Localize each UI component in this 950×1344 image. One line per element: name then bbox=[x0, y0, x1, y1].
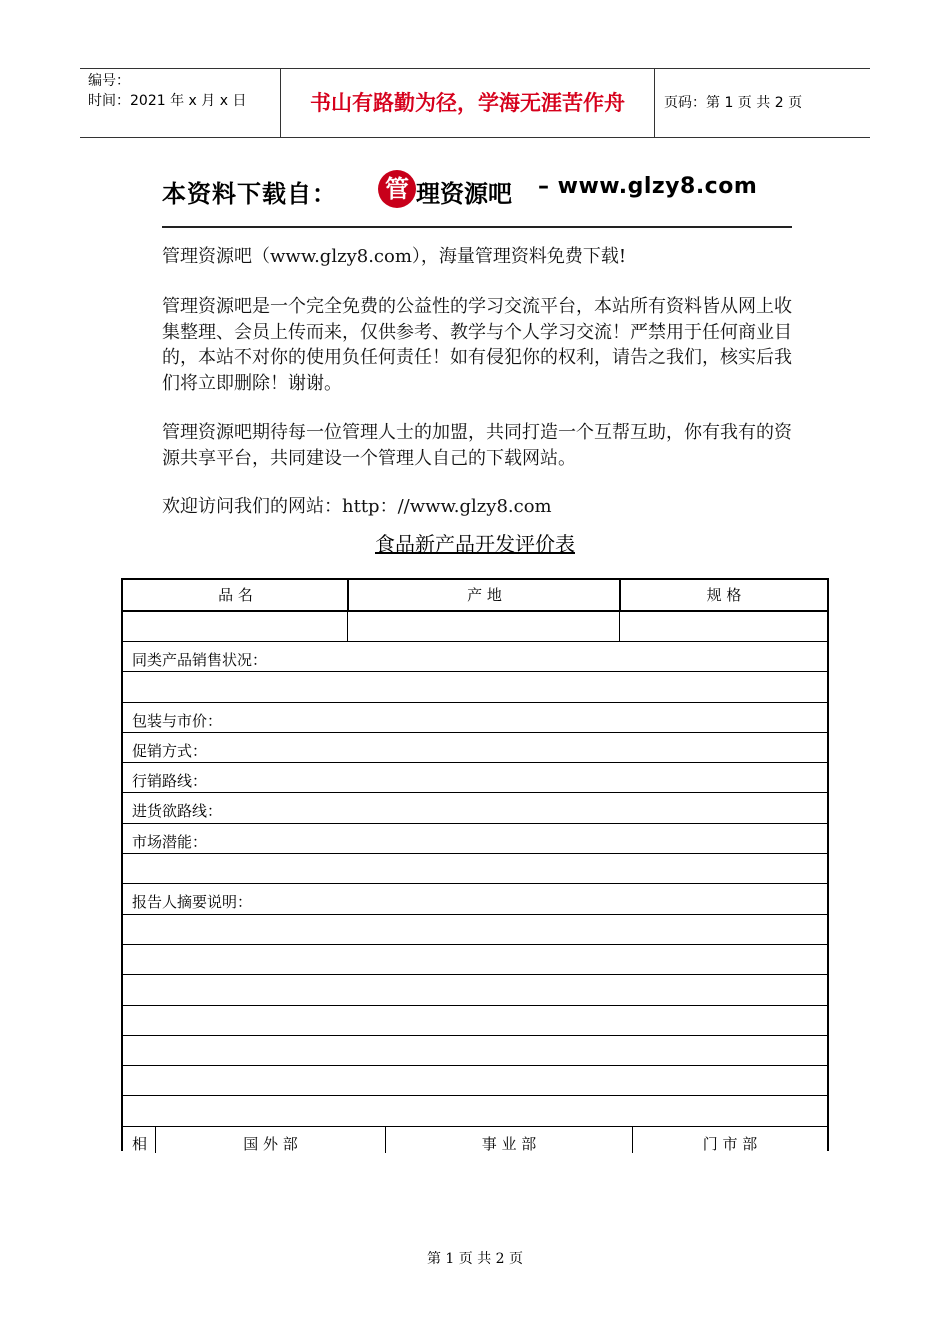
number-label: 编号： bbox=[88, 73, 130, 89]
header-divider bbox=[654, 69, 655, 137]
intro-paragraph-3: 管理资源吧期待每一位管理人士的加盟，共同打造一个互帮互助，你有我有的资源共享平台，共同建设一个管理人自己的下载网站。 bbox=[162, 422, 792, 469]
intro-paragraph-2: 管理资源吧是一个完全免费的公益性的学习交流平台，本站所有资料皆从网上收集整理、会员上传而来，仅供参考、教学与个人学习交流！严禁用于任何商业目的，本站不对你的使用负任何责任！如有侵犯你的权利，请告之我们，核实后我们将立即删除！谢谢。 bbox=[162, 296, 792, 394]
table-row[interactable] bbox=[123, 763, 827, 793]
product-name-field[interactable] bbox=[123, 612, 348, 641]
label-sales-status: 同类产品销售状况： bbox=[132, 651, 268, 669]
table-row[interactable] bbox=[123, 1066, 827, 1096]
table-row[interactable] bbox=[123, 672, 827, 703]
date-label: 时间：2021 年 x 月 x 日 bbox=[88, 93, 247, 109]
label-related: 相 bbox=[132, 1135, 148, 1153]
label-market-potential: 市场潜能： bbox=[132, 833, 208, 851]
label-sales-channel: 行销路线： bbox=[132, 772, 208, 790]
glzy8-logo-icon: 管 bbox=[378, 170, 416, 208]
col-origin: 产 地 bbox=[467, 586, 502, 604]
label-purchase-route: 进货欲路线： bbox=[132, 802, 223, 820]
table-row[interactable] bbox=[123, 1096, 827, 1127]
table-row[interactable] bbox=[123, 824, 827, 854]
dept-foreign: 国 外 部 bbox=[243, 1135, 298, 1153]
banner-site-name: 理资源吧 bbox=[416, 180, 512, 208]
table-row[interactable] bbox=[123, 703, 827, 733]
header-meta bbox=[88, 71, 278, 111]
table-row[interactable] bbox=[123, 945, 827, 975]
label-package-price: 包装与市价： bbox=[132, 712, 223, 730]
table-row[interactable] bbox=[123, 1036, 827, 1066]
intro-paragraph-1: 管理资源吧（www.glzy8.com），海量管理资料免费下载! bbox=[162, 246, 627, 267]
banner-prefix: 本资料下载自： bbox=[162, 180, 337, 208]
col-product-name: 品 名 bbox=[218, 586, 253, 604]
download-banner bbox=[162, 168, 792, 212]
table-row[interactable] bbox=[123, 642, 827, 672]
evaluation-table bbox=[121, 578, 829, 1151]
table-row[interactable] bbox=[123, 915, 827, 945]
table-row[interactable] bbox=[123, 975, 827, 1006]
label-report-summary: 报告人摘要说明： bbox=[132, 893, 253, 911]
header-page-info: 页码：第 1 页 共 2 页 bbox=[664, 95, 803, 111]
header-motto: 书山有路勤为径，学海无涯苦作舟 bbox=[310, 90, 625, 115]
origin-field[interactable] bbox=[348, 612, 619, 641]
banner-url[interactable]: – www.glzy8.com bbox=[538, 174, 758, 199]
dept-store: 门 市 部 bbox=[702, 1135, 758, 1153]
document-header bbox=[80, 68, 870, 138]
table-row[interactable] bbox=[123, 793, 827, 824]
banner-underline bbox=[162, 226, 792, 228]
col-spec: 规 格 bbox=[706, 586, 742, 604]
form-title: 食品新产品开发评价表 bbox=[375, 532, 575, 556]
table-entry-row bbox=[123, 612, 827, 642]
table-row[interactable] bbox=[123, 1006, 827, 1036]
dept-business: 事 业 部 bbox=[481, 1135, 537, 1153]
table-header-row bbox=[123, 580, 827, 612]
label-promotion: 促销方式： bbox=[132, 742, 208, 760]
table-row[interactable] bbox=[123, 854, 827, 884]
table-row[interactable] bbox=[123, 733, 827, 763]
table-department-row bbox=[123, 1127, 827, 1153]
table-row[interactable] bbox=[123, 884, 827, 915]
spec-field[interactable] bbox=[620, 612, 827, 641]
intro-paragraph-4[interactable]: 欢迎访问我们的网站：http：//www.glzy8.com bbox=[162, 496, 552, 517]
page-footer: 第 1 页 共 2 页 bbox=[426, 1251, 524, 1267]
